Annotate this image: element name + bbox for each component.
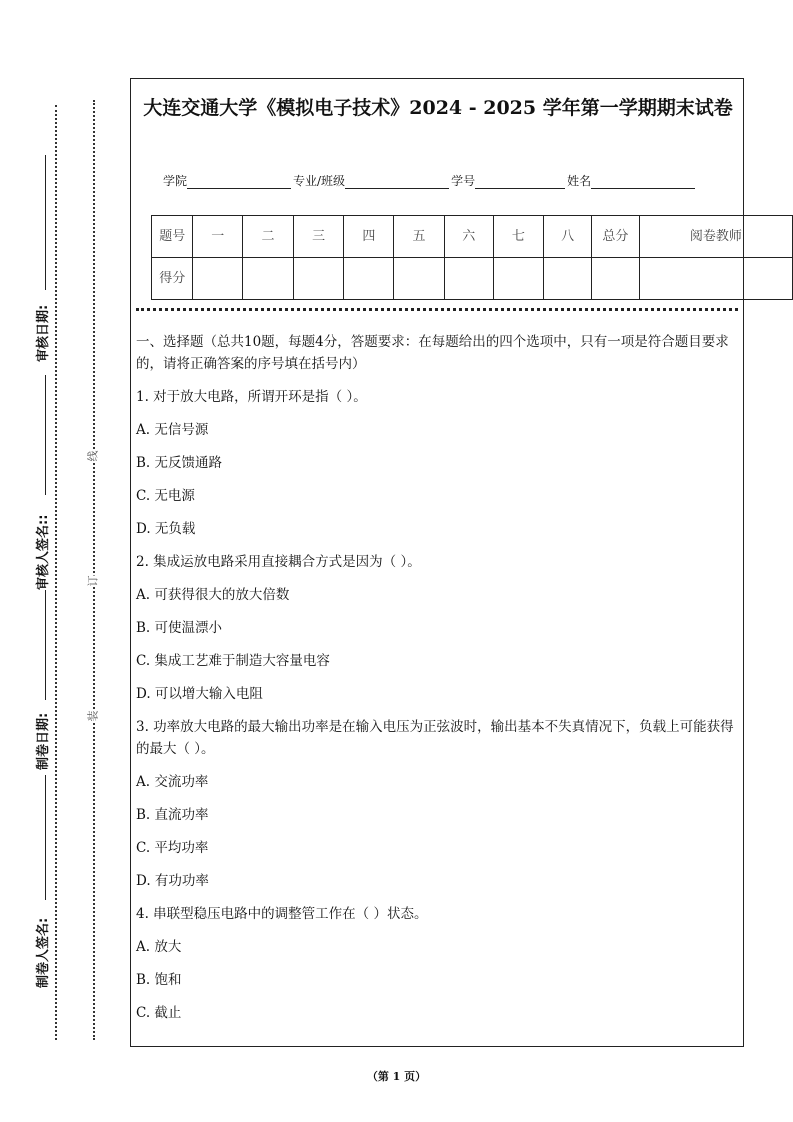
score-header-cell: 题号	[152, 216, 193, 258]
exam-title: 大连交通大学《模拟电子技术》2024 - 2025 学年第一学期期末试卷	[143, 97, 733, 119]
name-blank[interactable]	[591, 174, 695, 189]
score-cell[interactable]	[639, 258, 792, 300]
option-item: B. 可使温漂小	[136, 620, 223, 636]
score-row-label: 得分	[152, 258, 193, 300]
name-label: 姓名	[567, 174, 592, 188]
score-row	[152, 258, 793, 300]
option-item: B. 无反馈通路	[136, 455, 223, 471]
option-item: C. 平均功率	[136, 840, 209, 856]
score-cell[interactable]	[592, 258, 640, 300]
questions	[136, 331, 740, 1035]
option-item: C. 无电源	[136, 488, 195, 504]
score-cell[interactable]	[394, 258, 445, 300]
major-blank[interactable]	[345, 174, 449, 189]
score-header-cell: 总分	[592, 216, 640, 258]
score-header-cell: 一	[193, 216, 243, 258]
option-item: A. 交流功率	[136, 774, 209, 790]
maker-sign-blank[interactable]	[45, 775, 46, 900]
make-date-blank[interactable]	[45, 590, 46, 700]
student-id-blank[interactable]	[475, 174, 565, 189]
option-item: B. 饱和	[136, 972, 182, 988]
option-item: A. 可获得很大的放大倍数	[136, 587, 290, 603]
bind-char: 装	[86, 710, 100, 722]
review-date-label: 审核日期:	[36, 304, 51, 362]
score-cell[interactable]	[544, 258, 592, 300]
option-item: A. 无信号源	[136, 422, 209, 438]
score-cell[interactable]	[444, 258, 493, 300]
option-item: C. 集成工艺难于制造大容量电容	[136, 653, 330, 669]
binding-dotted-line-outer	[55, 105, 57, 1040]
reviewer-sign-blank[interactable]	[45, 375, 46, 495]
student-info	[163, 172, 697, 189]
college-label: 学院	[163, 174, 188, 188]
score-cell[interactable]	[193, 258, 243, 300]
staple-char: 订	[86, 575, 100, 587]
option-item: A. 放大	[136, 939, 182, 955]
binding-dotted-line-inner	[93, 100, 95, 1040]
score-header-cell: 三	[293, 216, 344, 258]
score-cell[interactable]	[344, 258, 394, 300]
question-stem: 1. 对于放大电路，所谓开环是指（ ）。	[136, 389, 367, 405]
college-blank[interactable]	[187, 174, 291, 189]
option-item: D. 有功功率	[136, 873, 209, 889]
question-stem: 4. 串联型稳压电路中的调整管工作在（ ）状态。	[136, 906, 428, 922]
score-table	[151, 215, 793, 300]
score-header-cell: 七	[493, 216, 544, 258]
option-item: C. 截止	[136, 1005, 182, 1021]
score-header-cell: 八	[544, 216, 592, 258]
score-cell[interactable]	[493, 258, 544, 300]
major-label: 专业/班级	[293, 174, 346, 188]
option-item: D. 无负载	[136, 521, 196, 537]
score-cell[interactable]	[243, 258, 294, 300]
review-date-blank[interactable]	[45, 155, 46, 290]
make-date-label: 制卷日期:	[36, 712, 51, 770]
section-heading: 一、选择题（总共10题，每题4分，答题要求：在每题给出的四个选项中，只有一项是符合题目要求的，请将正确答案的序号填在括号内）	[136, 334, 729, 372]
page-number: （第 1 页）	[366, 1070, 427, 1083]
line-char: 线	[86, 450, 100, 462]
maker-sign-label: 制卷人签名:	[36, 917, 51, 988]
question-stem: 3. 功率放大电路的最大输出功率是在输入电压为正弦波时，输出基本不失真情况下，负载上可能获得的最大（ ）。	[136, 719, 734, 757]
score-cell[interactable]	[293, 258, 344, 300]
score-header-row	[152, 216, 793, 258]
question-stem: 2. 集成运放电路采用直接耦合方式是因为（ ）。	[136, 554, 421, 570]
student-id-label: 学号	[451, 174, 476, 188]
score-header-cell: 四	[344, 216, 394, 258]
option-item: D. 可以增大输入电阻	[136, 686, 263, 702]
score-header-cell: 五	[394, 216, 445, 258]
score-header-cell: 六	[444, 216, 493, 258]
score-header-cell: 阅卷教师	[639, 216, 792, 258]
score-header-cell: 二	[243, 216, 294, 258]
separator-dotted-line	[136, 308, 738, 311]
reviewer-sign-label: 审核人签名::	[36, 514, 51, 590]
option-item: B. 直流功率	[136, 807, 209, 823]
